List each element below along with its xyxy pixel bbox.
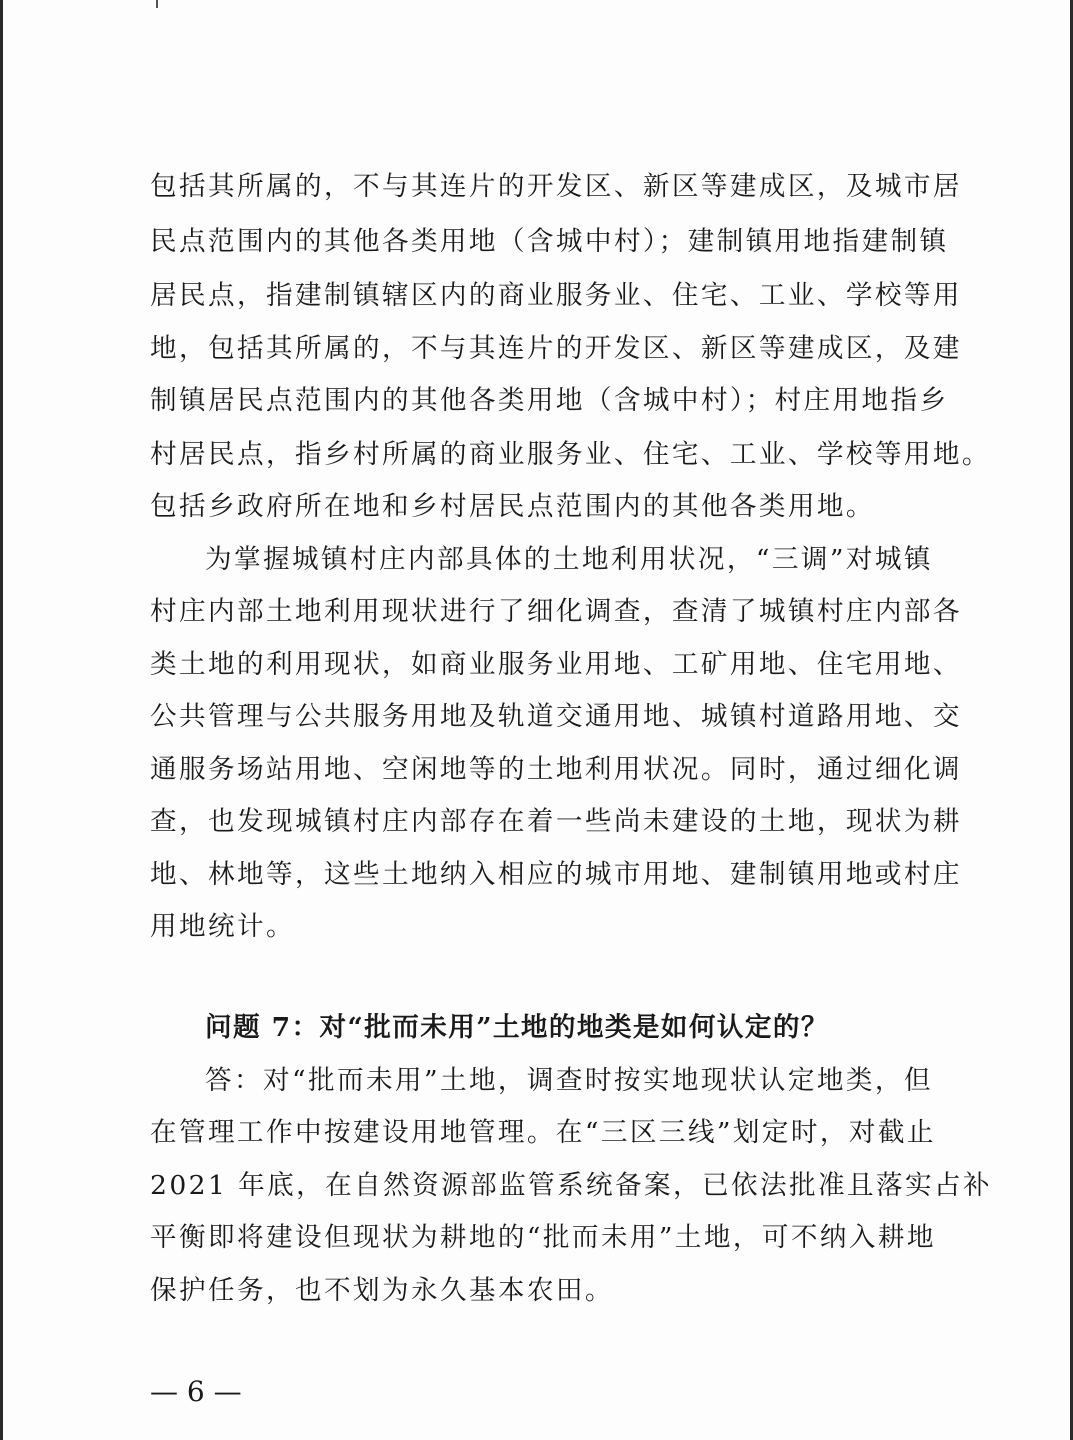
paragraph-line: 村居民点，指乡村所属的商业服务业、住宅、工业、学校等用地。: [150, 439, 991, 470]
paragraph-line: 公共管理与公共服务用地及轨道交通用地、城镇村道路用地、交: [150, 701, 962, 732]
paragraph-line: 地、林地等，这些土地纳入相应的城市用地、建制镇用地或村庄: [150, 859, 962, 890]
paragraph-line: 包括其所属的，不与其连片的开发区、新区等建成区，及城市居: [150, 171, 962, 202]
paragraph-line: 包括乡政府所在地和乡村居民点范围内的其他各类用地。: [150, 491, 875, 522]
paragraph-line: 地，包括其所属的，不与其连片的开发区、新区等建成区，及建: [150, 333, 962, 364]
paragraph-line: 民点范围内的其他各类用地（含城中村）；建制镇用地指建制镇: [150, 226, 949, 257]
paragraph-line: 通服务场站用地、空闲地等的土地利用状况。同时，通过细化调: [150, 754, 962, 785]
answer-line: 在管理工作中按建设用地管理。在“三区三线”划定时，对截止: [150, 1117, 936, 1148]
paragraph-line: 为掌握城镇村庄内部具体的土地利用状况，“三调”对城镇: [205, 544, 933, 575]
scan-border-tick: [156, 0, 158, 8]
paragraph-line: 制镇居民点范围内的其他各类用地（含城中村）；村庄用地指乡: [150, 385, 949, 416]
scan-border-left: [0, 0, 3, 1440]
answer-line: 保护任务，也不划为永久基本农田。: [150, 1275, 614, 1306]
paragraph-line: 查，也发现城镇村庄内部存在着一些尚未建设的土地，现状为耕: [150, 806, 962, 837]
paragraph-line: 用地统计。: [150, 911, 295, 942]
answer-line: 2021 年底，在自然资源部监管系统备案，已依法批准且落实占补: [150, 1170, 992, 1201]
paragraph-line: 类土地的利用现状，如商业服务业用地、工矿用地、住宅用地、: [150, 649, 962, 680]
question-heading: 问题 7：对“批而未用”土地的地类是如何认定的？: [205, 1012, 829, 1043]
page-number: — 6 —: [150, 1375, 242, 1408]
paragraph-line: 居民点，指建制镇辖区内的商业服务业、住宅、工业、学校等用: [150, 280, 962, 311]
answer-line: 答：对“批而未用”土地，调查时按实地现状认定地类，但: [205, 1065, 933, 1096]
paragraph-line: 村庄内部土地利用现状进行了细化调查，查清了城镇村庄内部各: [150, 596, 962, 627]
answer-line: 平衡即将建设但现状为耕地的“批而未用”土地，可不纳入耕地: [150, 1222, 936, 1253]
